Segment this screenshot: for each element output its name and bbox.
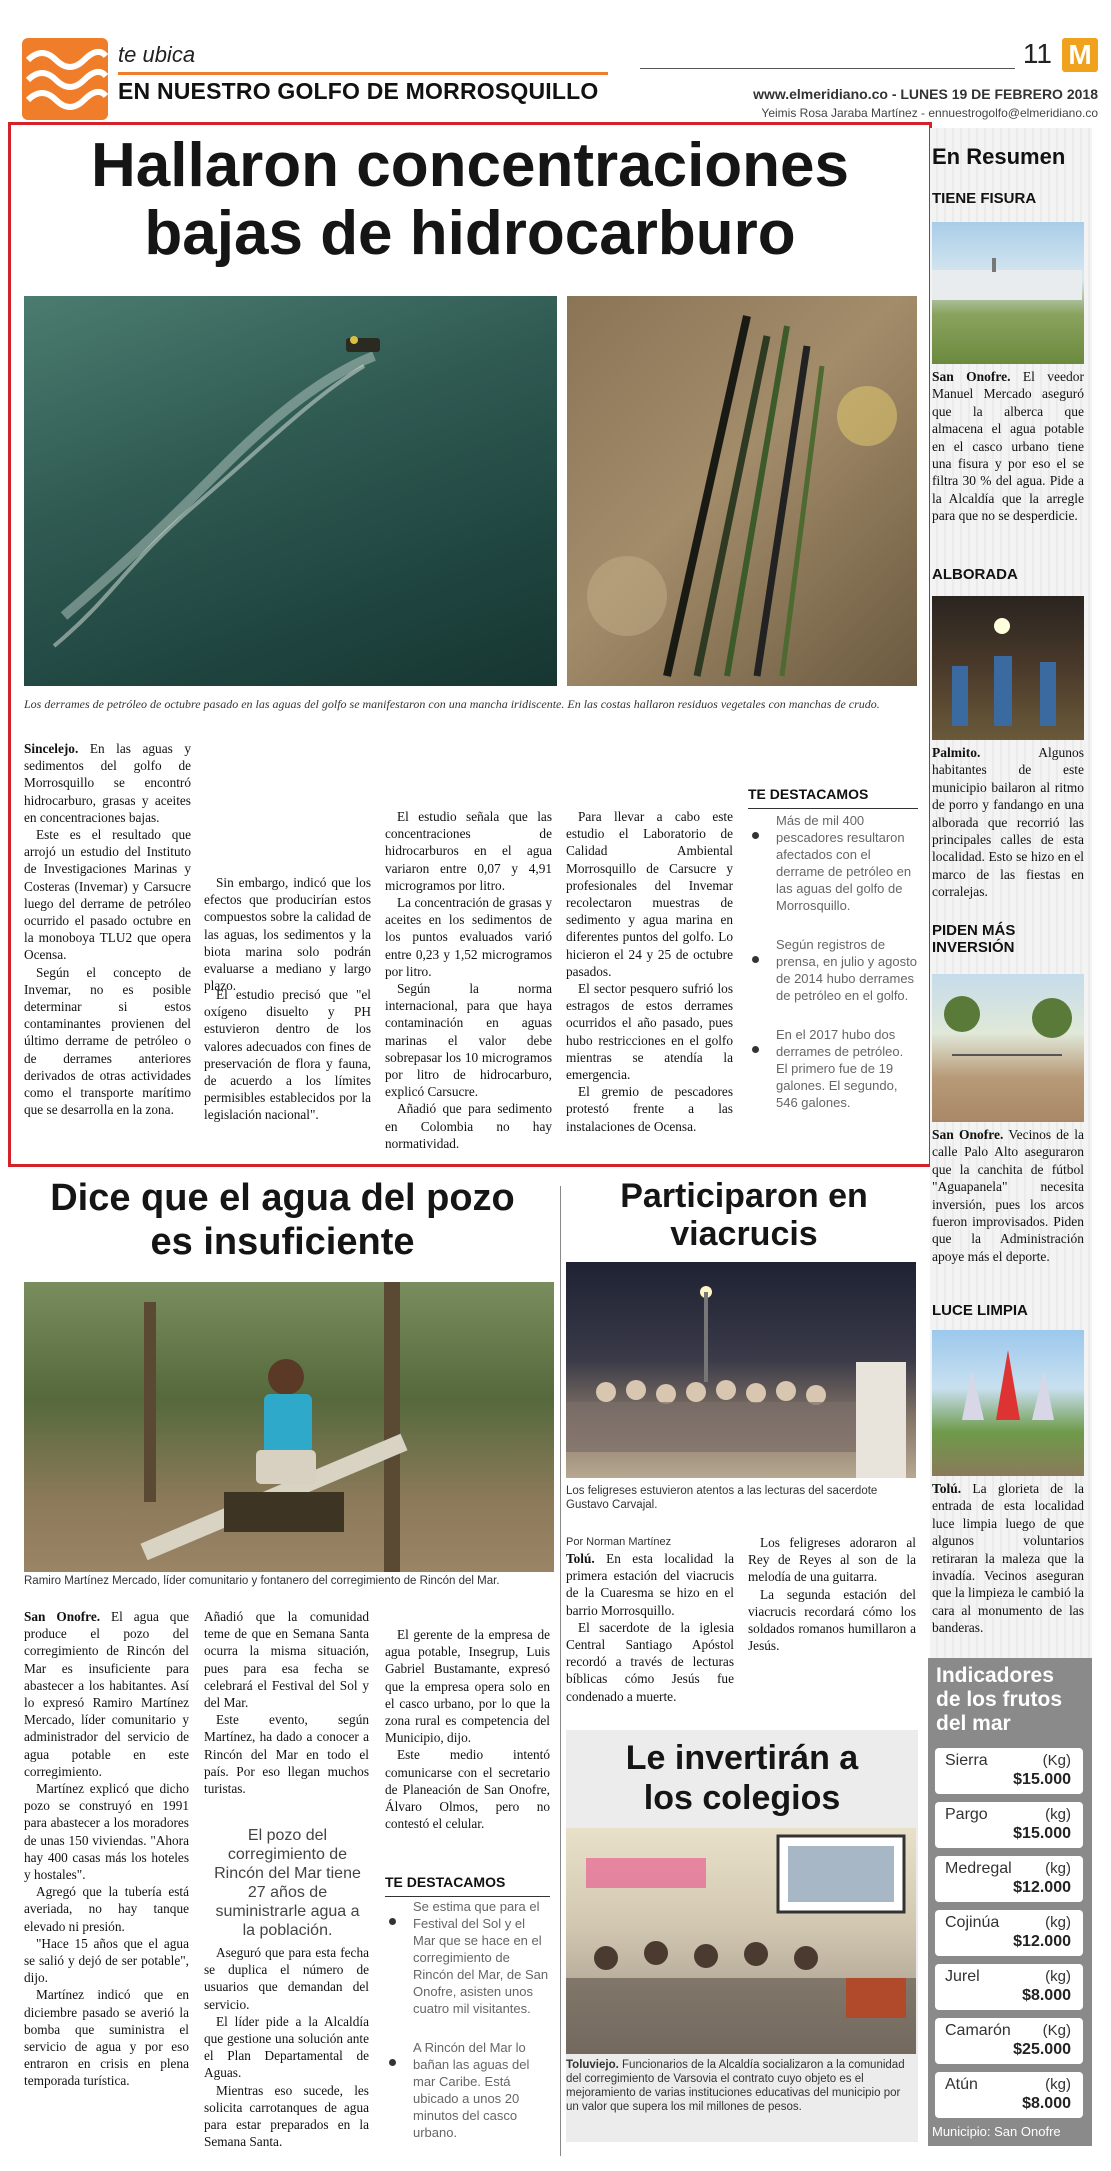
indicator-name: Medregal — [945, 1860, 1012, 1877]
resumen-place-2: Palmito. — [932, 745, 981, 760]
indicator-row — [935, 1856, 1083, 1902]
brand-logo — [1062, 38, 1098, 72]
main-photo-caption: Los derrames de petróleo de octubre pasado en las aguas del golfo se manifestaron con una mancha iridiscente. En las costas hallaron residuos vegetales con manchas de crudo. — [24, 697, 880, 711]
resumen-photo-alborada — [932, 596, 1084, 740]
pozo-highlights-title: TE DESTACAMOS — [385, 1874, 550, 1897]
colegios-dateline: Toluviejo. — [566, 2059, 619, 2071]
pozo-para-9: El líder pide a la Alcaldía que gestione una solución ante el Plan Departamental de Aguas. — [204, 2013, 369, 2081]
main-body-col2b — [204, 986, 371, 1124]
indicator-price: $8.000 — [1022, 1987, 1071, 2004]
viacrucis-para-3: Los feligreses adoraron al Rey de Reyes al son de la melodía de una guitarra. — [748, 1535, 916, 1585]
main-dateline: Sincelejo. — [24, 741, 79, 756]
pozo-para-8: Aseguró que para esta fecha se duplica el número de usuarios que demandan del servicio. — [204, 1945, 369, 2012]
resumen-heading-2: ALBORADA — [932, 566, 1018, 583]
indicators-title-line1: Indicadores — [936, 1664, 1054, 1687]
main-para-11: El sector pesquero sufrió los estragos de estos derrames ocurridos el año pasado, pues hubo restricciones en el golfo mientras se atendía la emergencia. — [566, 981, 733, 1083]
indicator-price: $12.000 — [1013, 1933, 1071, 1950]
pozo-body-col1 — [24, 1608, 189, 2090]
resumen-text-2 — [932, 744, 1084, 901]
kicker-rule — [118, 72, 608, 75]
indicator-name: Cojinúa — [945, 1914, 1000, 1931]
school-meeting-photo — [566, 1828, 916, 2054]
main-headline-line2: bajas de hidrocarburo — [144, 199, 796, 268]
viacrucis-headline-line1: Participaron en — [620, 1177, 868, 1215]
viacrucis-body-col2 — [748, 1534, 916, 1654]
indicator-name: Camarón — [945, 2022, 1011, 2039]
pozo-para-1: El agua que produce el pozo del corregimiento de Rincón del Mar es insuficiente para abastecer a los habitantes. Así lo expresó Ramiro Martínez Mercado, líder comunitario y administrador del servicio de agua potable en este corregimiento. — [24, 1609, 189, 1779]
page-number: 11 — [1022, 38, 1052, 69]
main-para-3: Según el concepto de Invemar, no es posible determinar si estos contaminantes provienen del último derrame de petróleo o de derrames anteriores derivados de otras actividades como el transporte marítimo que se desarrolla en la zona. — [24, 964, 191, 1118]
indicator-unit: (kg) — [1045, 1914, 1071, 1931]
pozo-highlight-2: A Rincón del Mar lo bañan las aguas del mar Caribe. Está ubicado a unos 20 minutos del casco urbano. — [385, 2039, 550, 2141]
indicators-title — [936, 1664, 1086, 1736]
main-highlight-2: Según registros de prensa, en julio y agosto de 2014 hubo derrames de petróleo en el golfo. — [748, 936, 918, 1004]
oily-debris-beach-photo — [567, 296, 917, 686]
water-well-man-photo — [24, 1282, 554, 1572]
viacrucis-photo-caption: Los feligreses estuvieron atentos a las lecturas del sacerdote Gustavo Carvajal. — [566, 1485, 878, 1511]
section-logo-icon — [22, 38, 108, 120]
pozo-pullquote: El pozo del corregimiento de Rincón del Mar tiene 27 años de suministrarle agua a la población. — [214, 1827, 361, 1939]
indicator-row — [935, 2018, 1083, 2064]
main-para-7: La concentración de grasas y aceites en los sedimentos de los puntos evaluados varió entre 0,23 y 1,52 microgramos por litro. — [385, 895, 552, 979]
resumen-text-1 — [932, 368, 1084, 525]
indicator-row — [935, 1748, 1083, 1794]
pozo-highlights-list — [385, 1898, 550, 2163]
resumen-heading-4: LUCE LIMPIA — [932, 1302, 1028, 1319]
pozo-highlight-1: Se estima que para el Festival del Sol y el Mar que se hace en el corregimiento de Rincón del Mar, de San Onofre, asisten unos cuatro mil visitantes. — [385, 1898, 550, 2017]
pozo-para-2: Martínez explicó que dicho pozo se construyó en 1991 para abastecer a los moradores de unas 150 viviendas. "Ahora hay 400 casas más los hoteles y hostales". — [24, 1781, 189, 1883]
viacrucis-para-4: La segunda estación del viacrucis recordará cómo los soldados romanos humillaron a Jesús. — [748, 1586, 916, 1654]
main-para-1: En las aguas y sedimentos del golfo de Morrosquillo se encontró hidrocarburo, grasas y aceites en concentraciones bajas. — [24, 741, 191, 825]
indicator-unit: (kg) — [1045, 1806, 1071, 1823]
resumen-photo-fisura — [932, 222, 1084, 364]
pozo-para-3: Agregó que la tubería está averiada, no hay tanque elevado ni presión. — [24, 1884, 189, 1934]
byline: Yeimis Rosa Jaraba Martínez - ennuestrogolfo@elmeridiano.co — [761, 106, 1098, 120]
indicator-row — [935, 1964, 1083, 2010]
indicator-unit: (kg) — [1045, 2076, 1071, 2093]
indicator-price: $15.000 — [1013, 1771, 1071, 1788]
indicators-footer: Municipio: San Onofre — [932, 2124, 1061, 2139]
resumen-heading-3: PIDEN MÁS INVERSIÓN — [932, 922, 1016, 956]
indicators-title-line2: de los frutos — [936, 1688, 1063, 1711]
pozo-photo-caption: Ramiro Martínez Mercado, líder comunitario y fontanero del corregimiento de Rincón del Mar. — [24, 1575, 500, 1587]
pozo-dateline: San Onofre. — [24, 1609, 101, 1624]
indicator-row — [935, 1910, 1083, 1956]
resumen-place-3: San Onofre. — [932, 1127, 1004, 1142]
main-headline-line1: Hallaron concentraciones — [90, 131, 850, 200]
indicator-unit: (Kg) — [1042, 1752, 1071, 1769]
main-highlight-3: En el 2017 hubo dos derrames de petróleo. El primero fue de 19 galones. El segundo, 546 galones. — [748, 1026, 918, 1111]
viacrucis-headline-line2: viacrucis — [670, 1215, 818, 1253]
indicator-name: Pargo — [945, 1806, 988, 1823]
pozo-para-4: "Hace 15 años que el agua se salió y dejó de ser potable", dijo. — [24, 1935, 189, 1986]
main-para-8: Según la norma internacional, para que haya contaminación en aguas marinas el valor debe sobrepasar los 10 microgramos por litro de hidrocarburo, explicó Carsucre. — [385, 981, 552, 1100]
colegios-caption-text: Funcionarios de la Alcaldía socializaron a la comunidad del corregimiento de Varsovia el contrato cuyo objeto es el mejoramiento de varias instituciones educativas del municipio por un valor que supera los mil millones de pesos. — [566, 2059, 905, 2113]
oil-spill-sea-photo — [24, 296, 557, 686]
indicator-unit: (kg) — [1045, 1860, 1071, 1877]
indicators-title-line3: del mar — [936, 1712, 1011, 1735]
pozo-para-10: Mientras eso sucede, les solicita carrotanques de agua para estar preparados en la Semana Santa. — [204, 2082, 369, 2150]
indicator-name: Atún — [945, 2076, 978, 2093]
pozo-body-col2 — [204, 1608, 369, 1797]
brand-logo-letter: M — [1068, 39, 1092, 70]
site-date: www.elmeridiano.co - LUNES 19 DE FEBRERO 2018 — [753, 86, 1098, 102]
main-para-12: El gremio de pescadores protestó frente a las instalaciones de Ocensa. — [566, 1084, 733, 1134]
resumen-text-4 — [932, 1480, 1084, 1637]
pozo-para-6: Añadió que la comunidad teme de que en Semana Santa ocurra la misma situación, pues para esa fecha se celebrará el Festival del Sol y del Mar. — [204, 1609, 369, 1711]
main-para-10: Para llevar a cabo este estudio el Laboratorio de Calidad Ambiental Morrosquillo de Carsucre y profesionales del Invemar recolectaron muestras de sedimento y agua marina en diferentes puntos del golfo. Lo hicieron el 24 y 25 de octubre pasados. — [566, 809, 733, 979]
colegios-headline-line1: Le invertirán a — [625, 1739, 859, 1777]
indicator-price: $12.000 — [1013, 1879, 1071, 1896]
pozo-para-12: Este medio intentó comunicarse con el secretario de Planeación de San Onofre, Álvaro Olmos, pero no contestó el celular. — [385, 1747, 550, 1832]
indicator-unit: (Kg) — [1042, 2022, 1071, 2039]
viacrucis-byline: Por Norman Martínez — [566, 1536, 672, 1548]
pozo-headline-line2: es insuficiente — [150, 1221, 415, 1263]
main-highlights-list — [748, 812, 918, 1133]
indicator-row — [935, 2072, 1083, 2118]
pozo-headline-line1: Dice que el agua del pozo — [50, 1177, 515, 1219]
main-para-4: Sin embargo, indicó que los efectos que producirían estos compuestos sobre la calidad de las aguas, los sedimentos y la biota marina solo podrán evaluarse a mediano y largo plazo. — [204, 875, 371, 994]
pozo-para-7: Este evento, según Martínez, ha dado a conocer a Rincón del Mar en todo el país. Por eso llegan muchos turistas. — [204, 1712, 369, 1797]
main-para-2: Este es el resultado que arrojó un estudio del Instituto de Investigaciones Marinas y Costeras (Invemar) y Carsucre luego del derrame de petróleo ocurrido el pasado octubre en la monoboya TLU2 que opera Ocensa. — [24, 827, 191, 963]
sidebar-title: En Resumen — [932, 144, 1066, 169]
main-body-col2 — [204, 874, 371, 994]
resumen-body-1: El veedor Manuel Mercado aseguró que la alberca que almacena el agua potable en el casco urbano tiene una fisura y por eso el se filtra 30 % del agua. Pide a la Alcaldía que la arregle para que no se desperdicie. — [932, 369, 1084, 524]
viacrucis-crowd-photo — [566, 1262, 916, 1478]
main-para-9: Añadió que para sedimento en Colombia no hay normatividad. — [385, 1101, 552, 1151]
column-divider — [560, 1186, 561, 2156]
main-para-6: El estudio señala que las concentraciones de hidrocarburos en el agua variaron entre 0,07 y 4,91 microgramos por litro. — [385, 809, 552, 893]
colegios-headline-line2: los colegios — [643, 1779, 841, 1817]
resumen-body-2: Algunos habitantes de este municipio bailaron al ritmo de porro y fandango en una alborada que recorrió las principales calles de esta localidad. Esto se hizo en el marco de las fiestas en corralejas. — [932, 745, 1084, 900]
indicator-price: $25.000 — [1013, 2041, 1071, 2058]
resumen-heading-1: TIENE FISURA — [932, 190, 1037, 207]
viacrucis-body-col1 — [566, 1550, 734, 1705]
indicator-name: Jurel — [945, 1968, 980, 1985]
main-body-col4 — [566, 808, 733, 1135]
resumen-photo-glorieta — [932, 1330, 1084, 1476]
main-para-5: El estudio precisó que "el oxígeno disuelto y PH estuvieron dentro de los valores adecuados con fines de preservación de flora y fauna, de acuerdo a los límites permisibles establecidos por la legislación nacional". — [204, 987, 371, 1123]
main-highlight-1: Más de mil 400 pescadores resultaron afectados con el derrame de petróleo en las aguas del golfo de Morrosquillo. — [748, 812, 918, 914]
indicator-row — [935, 1802, 1083, 1848]
pozo-para-11: El gerente de la empresa de agua potable, Insegrup, Luis Gabriel Bustamante, expresó que la empresa opera solo en el casco urbano, por lo que la zona rural es competencia del Municipio, dijo. — [385, 1627, 550, 1746]
pozo-para-5: Martínez indicó que en diciembre pasado se averió la bomba que suministra el servicio de agua y por eso entraron en crisis en plena temporada turística. — [24, 1987, 189, 2089]
viacrucis-para-2: El sacerdote de la iglesia Central Santiago Apóstol recordó a través de lecturas bíblicas cómo Jesús fue condenado a muerte. — [566, 1619, 734, 1704]
resumen-body-3: Vecinos de la calle Palo Alto aseguraron que la canchita de fútbol "Aguapanela" necesita inversión, pues los arcos fueron improvisados. Piden que la Administración apoye más el deporte. — [932, 1127, 1084, 1264]
main-body-col1 — [24, 740, 191, 1118]
indicator-price: $8.000 — [1022, 2095, 1071, 2112]
pozo-body-col3 — [385, 1626, 550, 1832]
section-kicker: te ubica — [118, 42, 196, 67]
main-body-col3 — [385, 808, 552, 1152]
resumen-place-1: San Onofre. — [932, 369, 1011, 384]
resumen-photo-cancha — [932, 974, 1084, 1122]
indicator-name: Sierra — [945, 1752, 988, 1769]
resumen-text-3 — [932, 1126, 1084, 1265]
main-highlights-title: TE DESTACAMOS — [748, 786, 918, 809]
section-title: EN NUESTRO GOLFO DE MORROSQUILLO — [118, 78, 599, 104]
colegios-caption — [566, 2058, 916, 2114]
indicator-unit: (kg) — [1045, 1968, 1071, 1985]
page-rule — [640, 68, 1015, 69]
viacrucis-para-1: En esta localidad la primera estación del viacrucis de la Cuaresma se hizo en el barrio Morrosquillo. — [566, 1551, 734, 1618]
viacrucis-dateline: Tolú. — [566, 1551, 595, 1566]
resumen-body-4: La glorieta de la entrada de esta localidad luce limpia luego de que algunos voluntarios retiraran la maleza que la invadía. Vecinos aseguran que la limpieza le cambió la cara al monumento de las banderas. — [932, 1481, 1084, 1636]
pozo-body-col2b — [204, 1944, 369, 2150]
indicator-price: $15.000 — [1013, 1825, 1071, 1842]
resumen-place-4: Tolú. — [932, 1481, 962, 1496]
